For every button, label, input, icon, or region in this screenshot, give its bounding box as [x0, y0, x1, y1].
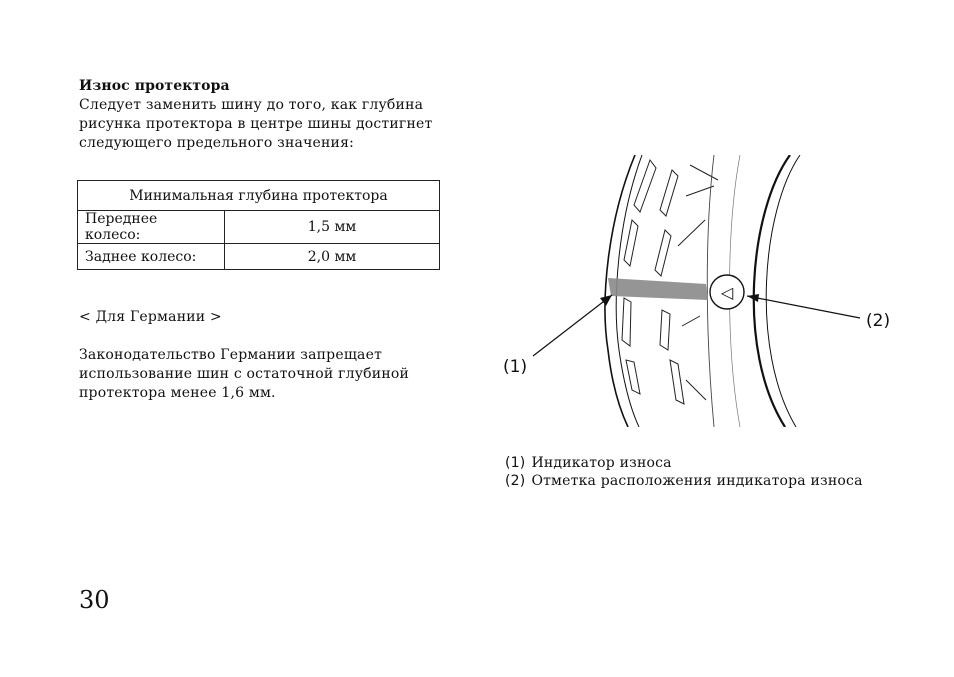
tire-wear-indicator-illustration [500, 150, 920, 435]
caption-text-1: Индикатор износа [531, 455, 672, 471]
table-header: Минимальная глубина протектора [78, 181, 440, 211]
leader-line-1 [533, 295, 612, 356]
table-header-row [78, 181, 440, 211]
rear-wheel-value: 2,0 мм [225, 244, 440, 270]
wear-indicator-band [608, 278, 708, 300]
callout-label-1: (1) [503, 357, 528, 377]
caption-item-1 [505, 454, 863, 472]
germany-text: Законодательство Германии запрещает использование шин с остаточной глубиной протектора менее 1,6 мм. [79, 347, 410, 401]
front-wheel-label: Переднее колесо: [78, 211, 225, 244]
figure-caption [505, 454, 863, 490]
page-number: 30 [79, 586, 110, 614]
leader-line-2 [747, 296, 860, 318]
front-wheel-value: 1,5 мм [225, 211, 440, 244]
caption-item-2 [505, 472, 863, 490]
min-tread-depth-table [77, 180, 440, 270]
rear-wheel-label: Заднее колесо: [78, 244, 225, 270]
callout-label-2: (2) [866, 311, 891, 331]
tread-wear-intro-text: Следует заменить шину до того, как глубина рисунка протектора в центре шины достигнет следующего предельного значения: [79, 97, 433, 151]
germany-note [79, 289, 449, 422]
germany-heading: < Для Германии > [79, 309, 222, 325]
caption-num-1: (1) [505, 455, 526, 471]
table-row-rear [78, 244, 440, 270]
marker-triangle-icon: ◁ [720, 283, 734, 302]
arrowhead-1-icon [600, 295, 612, 306]
table-row-front [78, 211, 440, 244]
section-title-tread-wear: Износ протектора [79, 78, 230, 94]
caption-text-2: Отметка расположения индикатора износа [531, 473, 863, 489]
caption-num-2: (2) [505, 473, 526, 489]
